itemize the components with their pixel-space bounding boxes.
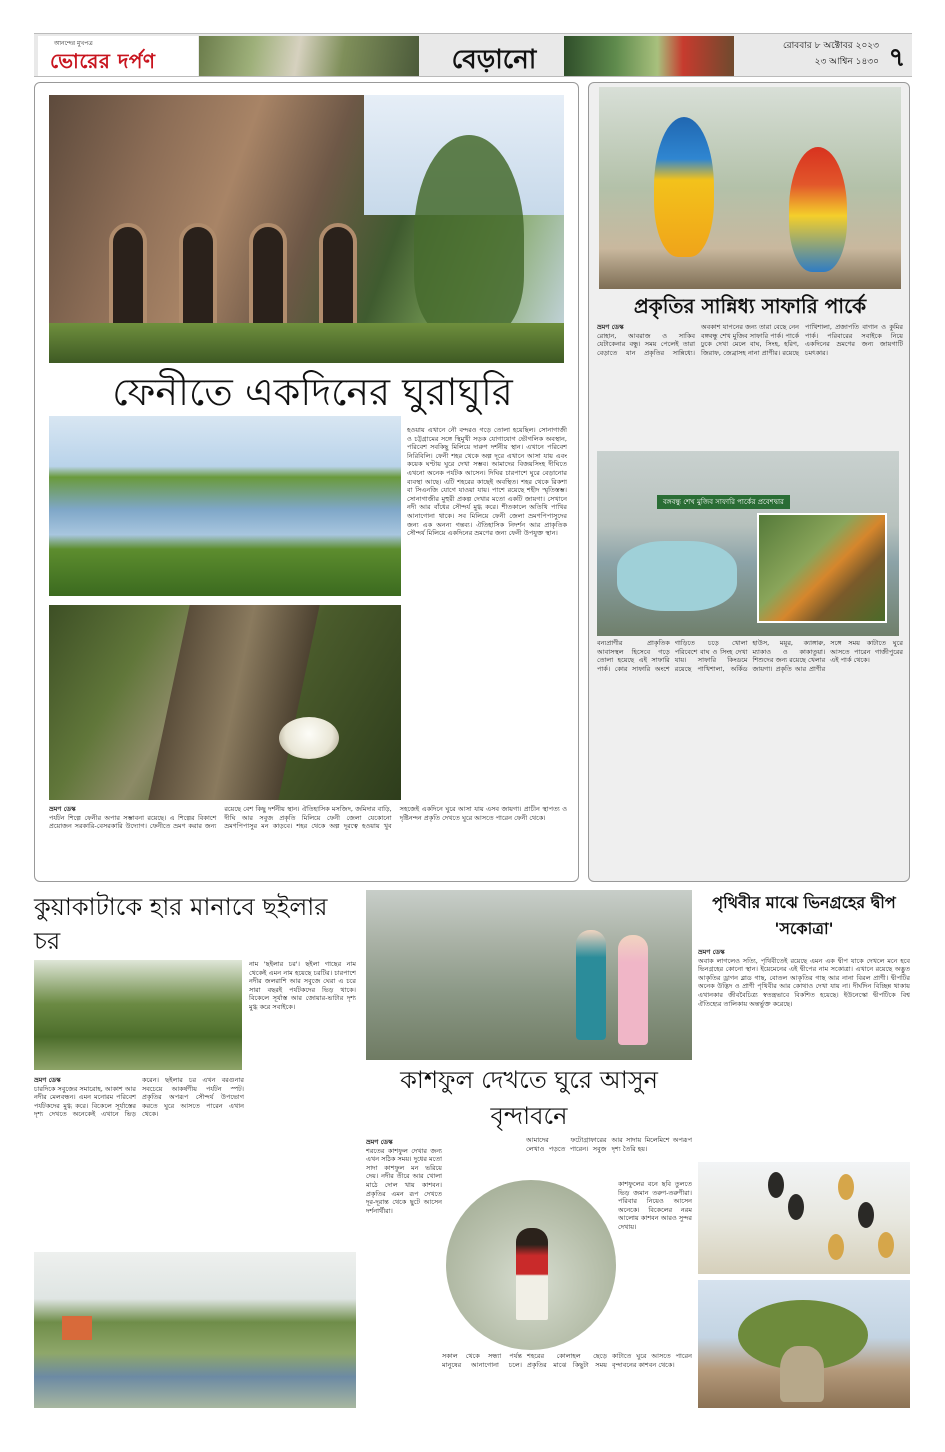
safari-body-bottom: বন্যপ্রাণীর প্রাকৃতিক আবাসস্থল হিসেবে গড়ে তোলা হয়েছে এই সাফারি পার্ক। কোর সাফারি অংশে গাড়িতে চড়ে খোলা পরিবেশে বাঘ ও সিংহ দেখা যায়। সাফারি কিংডমে রয়েছে পাখিশালা, অর্কিড হাউস, ময়ূর, ক্যাঙ্গারু, ম্যাকাও ও কাকাতুয়া। শিশুদের জন্য রয়েছে খেলার জায়গা। প্রকৃতি আর প্রাণীর সঙ্গে সময় কাটাতে ঘুরে আসতে পারেন গাজীপুরের এই পার্ক থেকে। [597, 639, 903, 673]
feni-byline: ভ্রমণ ডেস্ক [49, 805, 76, 813]
kuakata-byline: ভ্রমণ ডেস্ক [34, 1076, 61, 1084]
chhoilar-char-visitors-photo [34, 1252, 356, 1408]
section-title: বেড়ানো [451, 45, 537, 75]
socotra-bottle-tree-photo [698, 1280, 910, 1408]
kashful-circle-photo [446, 1180, 616, 1350]
kashful-headline: কাশফুল দেখতে ঘুরে আসুন বৃন্দাবনে [400, 1066, 658, 1130]
kuakata-body-text: চারদিকে সবুজের সমারোহ, আকাশ আর নদীর মেলবন্ধন। এমন মনোরম পরিবেশ পর্যটকদের মুগ্ধ করে। বিকেলে সূর্যাস্তের দৃশ্য দেখতে অনেকেই এখানে ভিড় করেন। ছইলার চর এখন বরগুনার সবচেয়ে আকর্ষণীয় পর্যটন স্পট। প্রকৃতির অপরূপ সৌন্দর্য উপভোগ করতে ঘুরে আসতে পারেন এখান থেকে। [34, 1076, 244, 1119]
socotra-birds-photo [698, 1162, 910, 1274]
date-bengali: ২৩ আশ্বিন ১৪৩০ [814, 57, 879, 67]
socotra-body-text: অবাক লাগলেও সত্যি, পৃথিবীতেই রয়েছে এমন এক দ্বীপ যাকে দেখলে মনে হবে ভিনগ্রহের কোনো স্থান। ইয়েমেনের এই দ্বীপের নাম সকোত্রা। এখানে রয়েছে অদ্ভুত আকৃতির ড্রাগন ব্লাড গাছ, বোতল আকৃতির গাছ আর নানা বিরল প্রাণী। দ্বীপটির অনেক উদ্ভিদ ও প্রাণী পৃথিবীর আর কোথাও দেখা যায় না। দীর্ঘদিন বিচ্ছিন্ন থাকায় এখানকার জীববৈচিত্র্য স্বতন্ত্রভাবে বিকশিত হয়েছে। ইউনেস্কো দ্বীপটিকে বিশ্ব ঐতিহ্যের তালিকায় অন্তর্ভুক্ত করেছে। [698, 956, 910, 1008]
page-number: ৭ [888, 43, 906, 73]
logo-tagline: আনন্দের মুখপত্র [54, 40, 93, 47]
safari-headline: প্রকৃতির সান্নিধ্য সাফারি পার্কে [633, 294, 867, 318]
chhoilar-char-trees-photo [34, 960, 242, 1070]
kashful-byline: ভ্রমণ ডেস্ক [366, 1138, 393, 1146]
zamindar-house-photo [49, 95, 564, 363]
macaw-photo [599, 87, 901, 289]
safari-body-top [597, 323, 903, 449]
socotra-headline: পৃথিবীর মাঝে ভিনগ্রহের দ্বীপ 'সকোত্রা' [712, 893, 896, 938]
kuakata-body-main [34, 1076, 244, 1246]
feni-body-right: হওয়ায় এখানে নৌ বন্দরও গড়ে তোলা হয়েছিল। সোনাগাজী ও চট্টগ্রামের সঙ্গে স্থিমুখী সড়ক যোগাযোগ ভৌগলিক অবস্থান, পরিবেশ সবকিছু মিলিয়ে দারুণ দর্শনীয় স্থান। এখানে পরিবেশ নিরিবিলি। ফেনী শহর থেকে অল্প দূরে এখানে আসা যায় এবং কয়েক ঘণ্টায় ঘুরে দেখা সম্ভব। আমাদের বিজয়সিংহ দীঘিতে এখনো অনেক পর্যটক আসেন। দিঘির চারপাশে ঘুরে বেড়ানোর ব্যবস্থা আছে। এটি শহরের কাছেই অবস্থিত। শহর থেকে রিকশা বা সিএনজি যোগে যাওয়া যায়। পাশে রয়েছে শহীদ স্মৃতিস্তম্ভ। সোনাগাজীর মুহুরী প্রকল্প দেখার মতো একটি জায়গা। সেখানে নদী আর বাঁধের সৌন্দর্য মুগ্ধ করে। শীতকালে অতিথি পাখির আনাগোনা থাকে। সব মিলিয়ে ফেনী জেলা ভ্রমণপিপাসুদের জন্য এক অনন্য গন্তব্য। ঐতিহাসিক নিদর্শন আর প্রাকৃতিক সৌন্দর্য মিলিয়ে একদিনের ভ্রমণের জন্য ফেনী উপযুক্ত স্থান। [407, 426, 567, 538]
kashful-body-right-mid: কাশফুলের বনে ছবি তুলতে ভিড় জমান তরুণ-তরুণীরা। পরিবার নিয়েও আসেন অনেকে। বিকেলের নরম আলোয় কাশবন আরও সুন্দর দেখায়। [618, 1180, 692, 1231]
masthead [34, 33, 912, 77]
date-gregorian: রোববার ৮ অক্টোবর ২০২৩ [782, 41, 879, 51]
issue-date [739, 38, 879, 70]
kashful-girls-photo [366, 890, 692, 1060]
park-map-label: বঙ্গবন্ধু শেখ মুজিব সাফারি পার্কের প্রবেশদ্বার [657, 495, 790, 509]
kuakata-story [34, 890, 356, 1418]
logo-name: ভোরের দর্পণ [50, 49, 156, 73]
kashful-body-right-top: আমাদের ফটোগ্রাফারের লেখাও পড়তে পারেন। সবুজ আর সাদায় মিলেমিশে অপরূপ দৃশ্য তৈরি হয়। [526, 1136, 692, 1153]
kuakata-body-side: নাম 'ছইলার চর'। ছইলা গাছের নাম থেকেই এমন নাম হয়েছে চরটির। চারপাশে নদীর জলরাশি আর সবুজে ঘেরা এ চরে সারা বছরই পর্যটকদের ভিড় থাকে। বিকেলে সূর্যাস্ত আর জোয়ার-ভাটার দৃশ্য মুগ্ধ করে সবাইকে। [249, 960, 356, 1011]
pond-photo [49, 416, 401, 596]
blue-macaw [654, 117, 714, 257]
safari-park-photo [597, 451, 899, 636]
newspaper-logo[interactable] [38, 36, 198, 76]
masthead-photo-right [564, 36, 734, 76]
safari-byline: ভ্রমণ ডেস্ক [597, 323, 624, 331]
kashful-body-bottom: সকাল থেকে সন্ধ্যা পর্যন্ত মানুষের আনাগোনা চলে। শহরের কোলাহল ছেড়ে প্রকৃতির মাঝে কিছুটা সময় কাটাতে ঘুরে আসতে পারেন বৃন্দাবনের কাশবন থেকে। [442, 1352, 692, 1369]
feni-body-text: পর্যটন শিল্পে ফেনীর অপার সম্ভাবনা রয়েছে। এ শিল্পের বিকাশে প্রয়োজন সরকারি-বেসরকারি উদ্যোগ। ফেনীতে ভ্রমণ করার জন্য রয়েছে বেশ কিছু দর্শনীয় স্থান। ঐতিহাসিক মসজিদ, জমিদার বাড়ি, দীঘি আর সবুজ প্রকৃতি মিলিয়ে ফেনী জেলা যেকোনো ভ্রমণপিপাসুর মন কাড়বে। শহর থেকে অল্প দূরত্বে হওয়ায় খুব সহজেই একদিনে ঘুরে আসা যায় এসব জায়গা। প্রাচীন স্থাপত্য ও দৃষ্টিনন্দন প্রকৃতি দেখতে ঘুরে আসতে পারেন ফেনী থেকে। [49, 805, 567, 831]
kuakata-headline: কুয়াকাটাকে হার মানাবে ছইলার চর [34, 893, 328, 955]
feni-headline: ফেনীতে একদিনের ঘুরাঘুরি [112, 370, 513, 414]
kashful-body-left-text: শরতের কাশফুল দেখার জন্য এখন সঠিক সময়। দুধের মতো সাদা কাশফুল মন ভরিয়ে দেয়। নদীর তীরে আর খোলা মাঠে দোল খায় কাশবন। প্রকৃতির এমন রূপ দেখতে দূর-দূরান্ত থেকে ছুটে আসেন দর্শনার্থীরা। [366, 1146, 442, 1215]
feni-body-bottom [49, 805, 567, 877]
safari-body-top-text: রোহান, আবরাজ ও সাকিব যেটাকেনার বন্ধু। সময় পেলেই তারা বেড়াতে যান প্রকৃতির সান্নিধ্যে। অবকাশ যাপনের জন্য তারা বেছে নেন বঙ্গবন্ধু শেখ মুজিব সাফারি পার্ক। পার্কে ঢুকে দেখা মেলে বাঘ, সিংহ, হরিণ, জিরাফ, জেব্রাসহ নানা প্রাণীর। রয়েছে পাখিশালা, প্রজাপতি বাগান ও কুমির পার্ক। পরিবারের সবাইকে নিয়ে একদিনের ভ্রমণের জন্য জায়গাটি চমৎকার। [597, 323, 903, 357]
kashful-story [366, 890, 692, 1418]
tiger-inset-photo [757, 513, 887, 623]
safari-story [588, 82, 910, 882]
masthead-photo-left [199, 36, 419, 76]
kashful-body-left [366, 1138, 442, 1408]
socotra-story [698, 890, 910, 1418]
red-macaw [789, 147, 847, 272]
rubber-tree-photo [49, 605, 401, 800]
socotra-byline: ভ্রমণ ডেস্ক [698, 948, 725, 956]
feni-story [34, 82, 579, 882]
